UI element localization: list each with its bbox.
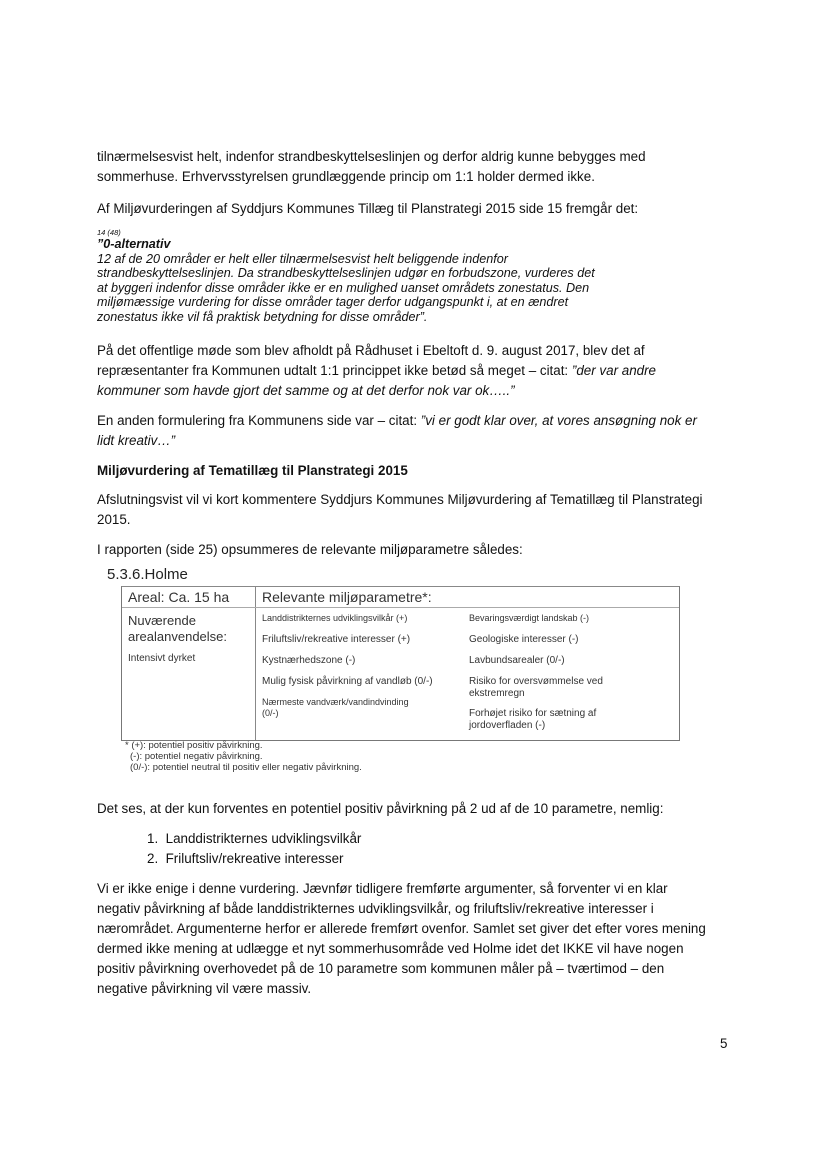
current-land-use-label: Nuværende arealanvendelse: bbox=[128, 613, 228, 644]
paragraph-closing-comment: Afslutningsvist vil vi kort kommentere Syddjurs Kommunes Miljøvurdering af Tematillæg til Planstrategi 2015. bbox=[97, 492, 703, 527]
paragraph-disagreement: Vi er ikke enige i denne vurdering. Jævnfør tidligere fremførte argumenter, så forventer vi en klar negativ påvirkning af både landdistrikternes udviklingsvilkår, og friluftsliv/rekreative interesser i nærområdet. Argumenterne herfor er allerede fremført ovenfor. Samlet set giver det efter vores mening dermed ikke mening at udlægge et nyt sommerhusområde ved Holme idet det IKKE vil have nogen positiv påvirkning overhovedet på de 10 parametre som kommunen måler på – tværtimod – den negative påvirkning vil være massiv. bbox=[97, 881, 706, 996]
paragraph-other-formulation: En anden formulering fra Kommunens side var – citat: ”vi er godt klar over, at vores ansøgning nok er lidt kreativ…” bbox=[97, 413, 697, 448]
paragraph-public-meeting: På det offentlige møde som blev afholdt på Rådhuset i Ebeltoft d. 9. august 2017, blev det af repræsentanter fra Kommunen udtalt 1:1 princippet ikke betød så meget – citat: ”der var andre kommuner som havde gjort det samme og at det derfor nok var ok…..” bbox=[97, 343, 656, 398]
paragraph-positive-effect: Det ses, at der kun forventes en potentiel positiv påvirkning på 2 ud af de 10 parametre, nemlig: bbox=[97, 801, 664, 816]
param-item: Friluftsliv/rekreative interesser (+) bbox=[262, 634, 411, 645]
area-label: Areal: Ca. 15 ha bbox=[128, 589, 230, 605]
figure-title: 5.3.6.Holme bbox=[107, 566, 188, 583]
figure-footnotes: * (+): potentiel positiv påvirkning. (-): potentiel negativ påvirkning. (0/-): potentiel neutral til positiv eller negativ påvirkning. bbox=[125, 740, 362, 773]
table-header-line bbox=[122, 607, 679, 608]
parameter-table bbox=[121, 586, 680, 741]
paragraph-intro-continued: tilnærmelsesvist helt, indenfor strandbeskyttelseslinjen og derfor aldrig kunne bebygges med sommerhuse. Erhvervsstyrelsen grundlæggende princip om 1:1 holder dermed ikke. bbox=[97, 149, 646, 184]
table-column-divider bbox=[255, 587, 256, 740]
param-item: Kystnærhedszone (-) bbox=[262, 655, 356, 666]
quote-heading: ”0-alternativ bbox=[97, 237, 171, 251]
param-item: Nærmeste vandværk/vandindvinding (0/-) bbox=[262, 697, 409, 718]
param-item: Risiko for oversvømmelse ved ekstremregn bbox=[469, 676, 603, 699]
param-item: Bevaringsværdigt landskab (-) bbox=[469, 613, 590, 623]
page-number: 5 bbox=[720, 1036, 728, 1051]
list-item: 1. Landdistrikternes udviklingsvilkår bbox=[147, 831, 362, 846]
param-item: Mulig fysisk påvirkning af vandløb (0/-) bbox=[262, 676, 433, 687]
paragraph-report-summary: I rapporten (side 25) opsummeres de relevante miljøparametre således: bbox=[97, 542, 523, 557]
report-figure bbox=[107, 566, 697, 781]
section-heading: Miljøvurdering af Tematillæg til Planstrategi 2015 bbox=[97, 463, 408, 478]
param-item: Lavbundsarealer (0/-) bbox=[469, 655, 565, 666]
param-item: Forhøjet risiko for sætning af jordoverfladen (-) bbox=[469, 708, 597, 731]
param-item: Landdistrikternes udviklingsvilkår (+) bbox=[262, 613, 408, 623]
numbered-list bbox=[147, 829, 361, 869]
quote-block: ”0-alternativ 12 af de 20 områder er helt eller tilnærmelsesvist helt beliggende indenfor strandbeskyttelseslinjen. Da strandbeskyttelseslinjen udgør en forbudszone, vurderes det at byggeri indenfor disse områder ikke er en mulighed uanset områdets zonestatus. Den miljømæssige vurdering for disse områder tager derfor udgangspunkt i, at en ændret zonestatus ikke vil få praktisk betydning for disse områder”. bbox=[97, 237, 717, 325]
list-item: 2. Friluftsliv/rekreative interesser bbox=[147, 851, 344, 866]
paragraph-miljo-intro: Af Miljøvurderingen af Syddjurs Kommunes Tillæg til Planstrategi 2015 side 15 fremgår det: bbox=[97, 201, 639, 216]
param-item: Geologiske interesser (-) bbox=[469, 634, 579, 645]
land-use-value: Intensivt dyrket bbox=[128, 653, 196, 664]
parameters-heading: Relevante miljøparametre*: bbox=[262, 589, 432, 605]
quote-page-reference: 14 (48) bbox=[97, 228, 121, 237]
